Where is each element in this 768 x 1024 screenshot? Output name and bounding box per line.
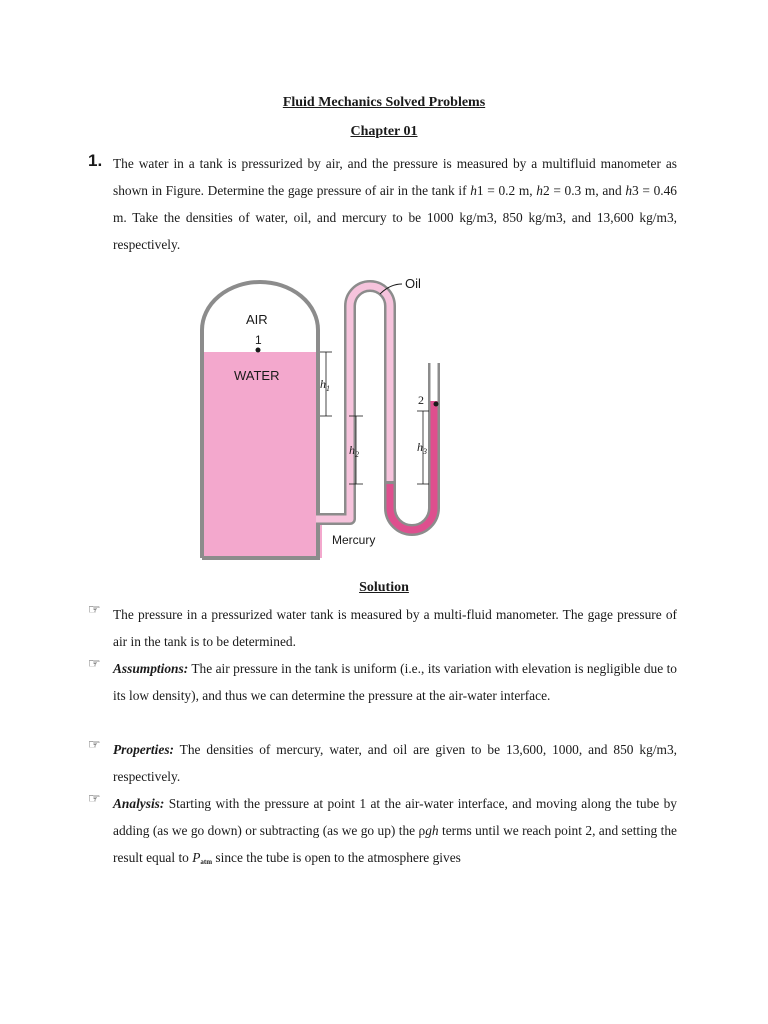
- oil-label: Oil: [405, 276, 421, 291]
- hand-pointing-icon: ☞: [88, 738, 101, 753]
- air-label: AIR: [246, 312, 268, 327]
- var-h3: h: [625, 183, 633, 198]
- properties-text: The densities of mercury, water, and oil are given to be 13,600, 1000, and 850 kg/m3, respectively.: [113, 742, 677, 784]
- h1-label: $h_1$: [320, 377, 330, 393]
- point-2-marker: [434, 402, 439, 407]
- point-1-marker: [256, 348, 261, 353]
- rho-symbol: ρ: [418, 823, 426, 838]
- analysis-text: since the tube is open to the atmosphere gives: [212, 850, 461, 865]
- hand-pointing-icon: ☞: [88, 657, 101, 672]
- patm-subscript: atm: [200, 858, 213, 866]
- question-text: [113, 150, 677, 258]
- mercury-tube: [390, 363, 434, 530]
- water-label: WATER: [234, 368, 280, 383]
- gh-symbol: gh: [425, 823, 439, 838]
- mercury-label: Mercury: [332, 533, 376, 547]
- properties-label: Properties:: [113, 742, 174, 757]
- mercury-fluid: [390, 401, 434, 530]
- h3-label: $h_3$: [417, 440, 427, 456]
- solution-item-intro: The pressure in a pressurized water tank is measured by a multi-fluid manometer. The gage pressure of air in the tank is to be determined.: [113, 607, 677, 649]
- analysis-text: Starting with the pressure at point 1 at the air-water interface, and moving along the tube by adding (as we go down) or subtracting (as we go up) the: [113, 796, 677, 838]
- patm-symbol: P: [192, 850, 201, 865]
- assumptions-label: Assumptions:: [113, 661, 189, 676]
- assumptions-text: The air pressure in the tank is uniform (i.e., its variation with elevation is negligible due to its low density), and thus we can determine the pressure at the air-water interface.: [113, 661, 677, 703]
- document-title: Fluid Mechanics Solved Problems: [282, 95, 486, 110]
- hand-pointing-icon: ☞: [88, 792, 101, 807]
- solution-heading: Solution: [359, 580, 409, 595]
- solution-item-properties: [113, 736, 677, 790]
- point-1-label: 1: [255, 333, 262, 347]
- chapter-heading: Chapter 01: [350, 124, 418, 139]
- h2-label: $h_2$: [349, 443, 359, 459]
- manometer-figure: [180, 266, 440, 566]
- var-h2: h: [536, 183, 543, 198]
- analysis-label: Analysis:: [113, 796, 165, 811]
- solution-item-analysis: [113, 790, 677, 876]
- analysis-text: terms until we reach point 2, and setting the result equal to: [113, 823, 677, 865]
- solution-item-assumptions: [113, 655, 677, 709]
- question-text-part: 2 = 0.3 m, and: [542, 183, 626, 198]
- var-h1: h: [470, 183, 477, 198]
- question-number: 1.: [88, 151, 103, 170]
- question-text-part: The water in a tank is pressurized by air, and the pressure is measured by a multifluid manometer as shown in Figure. Determine the gage pressure of air in the tank if: [113, 156, 677, 198]
- hand-pointing-icon: ☞: [88, 603, 101, 618]
- question-text-part: 3 = 0.46 m. Take the densities of water, oil, and mercury to be 1000 kg/m3, 850 kg/m3, and 13,600 kg/m3, respectively.: [113, 183, 677, 252]
- point-2-label: 2: [418, 393, 424, 407]
- question-text-part: 1 = 0.2 m,: [476, 183, 537, 198]
